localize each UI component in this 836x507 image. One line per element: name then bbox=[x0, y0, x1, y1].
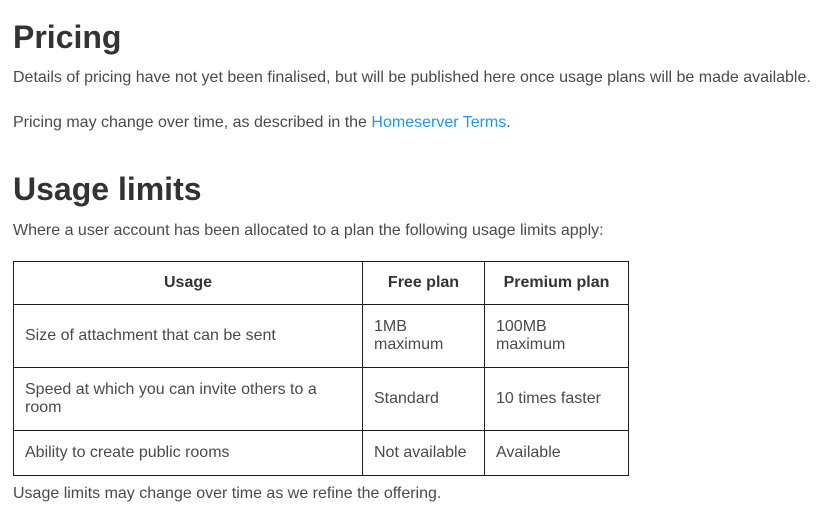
usage-limits-intro: Where a user account has been allocated to a plan the following usage limits apply: bbox=[13, 222, 604, 240]
usage-limits-table bbox=[13, 261, 629, 476]
usage-limits-footer: Usage limits may change over time as we refine the offering. bbox=[13, 484, 442, 502]
page-title: Pricing bbox=[13, 19, 122, 55]
usage-limits-title: Usage limits bbox=[13, 170, 202, 207]
table-header-row bbox=[14, 261, 629, 304]
cell-usage: Size of attachment that can be sent bbox=[14, 304, 363, 367]
column-header-premium-plan: Premium plan bbox=[485, 261, 629, 304]
cell-premium-plan: 100MB maximum bbox=[485, 304, 629, 367]
pricing-change-paragraph bbox=[13, 114, 823, 132]
cell-premium-plan: 10 times faster bbox=[485, 367, 629, 430]
cell-free-plan: Not available bbox=[363, 430, 485, 475]
cell-premium-plan: Available bbox=[485, 430, 629, 475]
cell-usage: Speed at which you can invite others to a room bbox=[14, 367, 363, 430]
pricing-change-period: . bbox=[506, 113, 511, 131]
homeserver-terms-link[interactable]: Homeserver Terms bbox=[371, 113, 507, 131]
intro-paragraph-text: Details of pricing have not yet been finalised, but will be published here once usage plans will be made available. bbox=[13, 69, 811, 87]
table-row bbox=[14, 430, 629, 475]
pricing-change-text: Pricing may change over time, as described in the bbox=[13, 113, 372, 131]
pricing-page bbox=[0, 20, 836, 507]
table-row bbox=[14, 367, 629, 430]
column-header-free-plan: Free plan bbox=[363, 261, 485, 304]
cell-free-plan: 1MB maximum bbox=[363, 304, 485, 367]
cell-free-plan: Standard bbox=[363, 367, 485, 430]
intro-paragraph bbox=[13, 69, 823, 87]
cell-usage: Ability to create public rooms bbox=[14, 430, 363, 475]
column-header-usage: Usage bbox=[14, 261, 363, 304]
table-row bbox=[14, 304, 629, 367]
